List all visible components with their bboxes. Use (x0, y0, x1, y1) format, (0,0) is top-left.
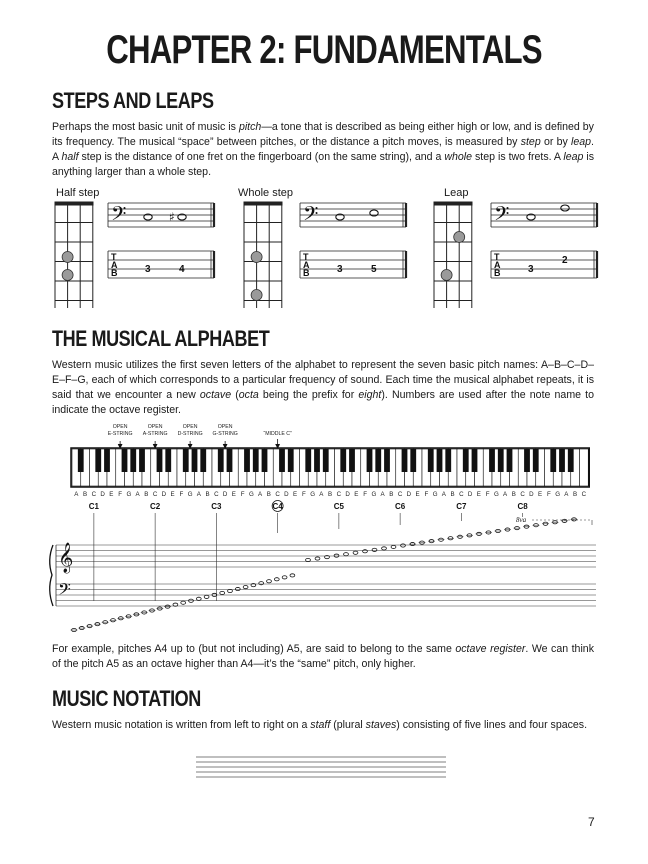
leap-label: Leap (444, 187, 469, 199)
steps-paragraph: Perhaps the most basic unit of music is pitch—a tone that is described as being either high or low, and is defined by its frequency. The musical “space” between pitches, or the distance a pitch moves, is measured by step or by leap. A half step is the distance of one fret on the fingerboard (on the same string), and a whole step is two frets. A leap is anything larger than a whole step. (52, 121, 595, 178)
key-letter: B (511, 491, 516, 498)
key-letter: A (258, 491, 263, 498)
key-letter: F (179, 491, 184, 498)
open-string-label: OPEN (182, 424, 198, 430)
bass-clef-icon: 𝄢 (111, 202, 127, 230)
key-letter: E (415, 491, 420, 498)
tab-number: 5 (371, 264, 377, 275)
key-letter: A (441, 491, 446, 498)
key-letter: F (240, 491, 245, 498)
key-letter: B (328, 491, 333, 498)
tab-letter: B (111, 268, 118, 278)
tab-letter: T (111, 252, 117, 262)
octave-paragraph: For example, pitches A4 up to (but not including) A5, are said to belong to the same octave register. We can think of the pitch A5 as an octave higher than A4—it’s the “same” pitch, only higher. (52, 643, 594, 670)
page-number: 7 (588, 815, 595, 829)
open-string-label: OPEN (112, 424, 128, 430)
key-letter: D (406, 491, 412, 498)
key-letter: F (118, 491, 123, 498)
key-letter: D (222, 491, 228, 498)
key-letter: A (564, 491, 569, 498)
chapter-title: CHAPTER 2: FUNDAMENTALS (106, 28, 542, 72)
key-letter: B (144, 491, 149, 498)
tab-letter: A (303, 260, 310, 270)
key-letter: A (319, 491, 324, 498)
tab-letter: T (494, 252, 500, 262)
key-letter: G (493, 491, 499, 498)
key-letter: D (529, 491, 534, 498)
key-letter: B (266, 491, 271, 498)
open-string-label: OPEN (217, 424, 233, 430)
tab-number: 3 (528, 264, 534, 275)
key-letter: G (248, 491, 254, 498)
key-letter: A (135, 491, 140, 498)
key-letter: A (380, 491, 385, 498)
key-letter: G (126, 491, 132, 498)
key-letter: F (546, 491, 551, 498)
key-letter: A (196, 491, 201, 498)
key-letter: C (581, 491, 587, 498)
tab-letter: B (494, 268, 501, 278)
key-letter: G (371, 491, 377, 498)
half-step-label: Half step (56, 187, 100, 199)
notation-heading: MUSIC NOTATION (52, 686, 201, 711)
key-letter: B (389, 491, 394, 498)
key-letter: B (205, 491, 210, 498)
key-letter: F (485, 491, 490, 498)
alphabet-paragraph: Western music utilizes the first seven letters of the alphabet to represent the seven basic pitch names: A–B–C–D–E–F–G, each of which corresponds to a particular frequency of sound. Each time the musical alphabet repeats, it is said that we encounter a new octave (octa being the prefix for eight). Numbers are used after the note name to indicate the octave register. (52, 359, 595, 416)
tab-letter: A (494, 260, 501, 270)
key-letter: C (397, 491, 403, 498)
octave-label-c7: C7 (456, 502, 467, 511)
key-letter: E (476, 491, 481, 498)
tab-letter: B (303, 268, 310, 278)
octave-label-c3: C3 (211, 502, 222, 511)
key-letter: E (231, 491, 236, 498)
key-letter: D (345, 491, 350, 498)
tab-letter: T (303, 252, 309, 262)
key-letter: D (467, 491, 473, 498)
octave-label-c8: C8 (517, 502, 528, 511)
key-letter: E (538, 491, 543, 498)
key-letter: B (450, 491, 455, 498)
sharp-accidental: ♯ (169, 210, 175, 224)
octave-label-c6: C6 (395, 502, 406, 511)
key-letter: E (354, 491, 359, 498)
middle-c-label: “MIDDLE C” (263, 431, 292, 437)
octave-label-c1: C1 (88, 502, 99, 511)
key-letter: A (503, 491, 508, 498)
key-letter: C (152, 491, 158, 498)
key-letter: C (214, 491, 219, 498)
key-letter: B (573, 491, 578, 498)
key-letter: E (170, 491, 175, 498)
open-string-label: A-STRING (142, 431, 168, 437)
ottava-label: 8va (516, 516, 527, 524)
key-letter: G (310, 491, 316, 498)
key-letter: C (336, 491, 342, 498)
octave-label-c2: C2 (150, 502, 161, 511)
key-letter: G (432, 491, 438, 498)
open-string-label: D-STRING (177, 431, 203, 437)
key-letter: C (459, 491, 464, 498)
key-letter: F (301, 491, 306, 498)
tab-number: 3 (337, 264, 343, 275)
key-letter: D (100, 491, 105, 498)
tab-letter: A (111, 260, 118, 270)
octave-label-c5: C5 (333, 502, 344, 511)
key-letter: E (293, 491, 298, 498)
open-string-label: E-STRING (107, 431, 133, 437)
key-letter: G (187, 491, 193, 498)
key-letter: F (424, 491, 429, 498)
key-letter: A (74, 491, 79, 498)
bass-clef-icon: 𝄢 (58, 579, 71, 603)
notation-paragraph: Western music notation is written from left to right on a staff (plural staves) consisting of five lines and four spaces. (52, 719, 588, 731)
key-letter: C (520, 491, 525, 498)
alphabet-heading: THE MUSICAL ALPHABET (52, 326, 270, 351)
key-letter: F (363, 491, 368, 498)
key-letter: G (555, 491, 561, 498)
key-letter: C (275, 491, 280, 498)
octave-label-c4: C4 (272, 502, 283, 511)
key-letter: D (161, 491, 167, 498)
treble-clef-icon: 𝄞 (58, 543, 74, 573)
tab-number: 4 (179, 264, 185, 275)
tab-number: 3 (145, 264, 151, 275)
tab-number: 2 (562, 255, 568, 266)
key-letter: C (91, 491, 97, 498)
whole-step-label: Whole step (238, 187, 294, 199)
bass-clef-icon: 𝄢 (494, 202, 510, 230)
key-letter: E (109, 491, 114, 498)
open-string-label: OPEN (147, 424, 163, 430)
bass-clef-icon: 𝄢 (303, 202, 319, 230)
key-letter: D (284, 491, 289, 498)
open-string-label: G-STRING (212, 431, 238, 437)
steps-heading: STEPS AND LEAPS (52, 88, 214, 113)
key-letter: B (83, 491, 88, 498)
